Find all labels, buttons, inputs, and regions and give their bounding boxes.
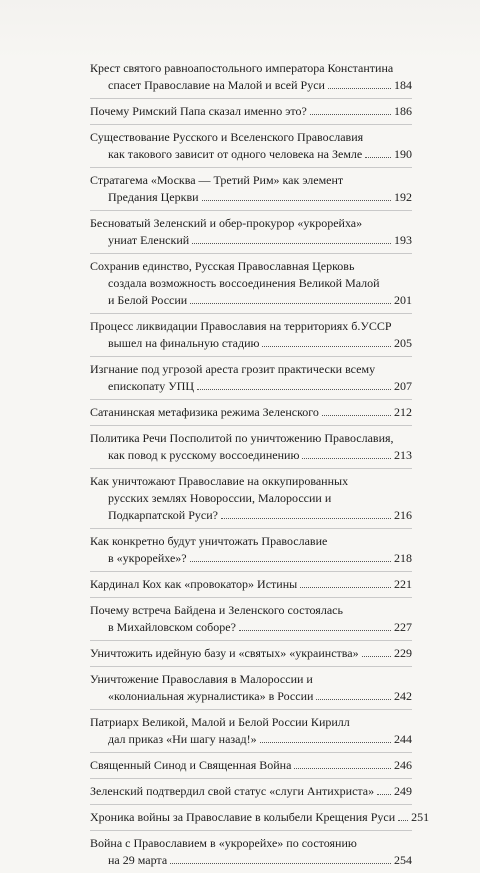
toc-entry-last-line: [90, 189, 412, 206]
dot-leader: [190, 303, 391, 304]
toc-entry-title-line: Как конкретно будут уничтожать Православие: [90, 534, 328, 548]
toc-entry-last-line: [90, 645, 412, 662]
page-number: 227: [394, 620, 412, 634]
toc-entry-title-line: Крест святого равноапостольного императора Константина: [90, 61, 394, 75]
table-of-contents: [90, 60, 430, 873]
dot-leader: [322, 415, 391, 416]
toc-entry-title-line: Существование Русского и Вселенского Православия: [90, 130, 364, 144]
dot-leader: [300, 587, 391, 588]
dot-leader: [262, 346, 391, 347]
page-number: 254: [394, 853, 412, 867]
toc-entry-title-line: униат Еленский: [108, 233, 190, 247]
toc-entry-title-line: дал приказ «Ни шагу назад!»: [108, 732, 257, 746]
page-number: 221: [394, 577, 412, 591]
dot-leader: [328, 88, 391, 89]
dot-leader: [221, 518, 391, 519]
toc-entry-title-line: Зеленский подтвердил свой статус «слуги Антихриста»: [90, 784, 375, 798]
toc-entry-last-line: [90, 576, 412, 593]
dot-leader: [398, 820, 408, 821]
toc-entry-last-line: [90, 619, 412, 636]
dot-leader: [192, 243, 391, 244]
dot-leader: [170, 863, 391, 864]
page-number: 207: [394, 379, 412, 393]
toc-entry-title-line: Предания Церкви: [108, 190, 199, 204]
toc-entry-last-line: [90, 783, 412, 800]
toc-entry-last-line: [90, 688, 412, 705]
toc-entry-last-line: [90, 77, 412, 94]
page-number: 242: [394, 689, 412, 703]
toc-entry-title-line: спасет Православие на Малой и всей Руси: [108, 78, 325, 92]
toc-entry-title-line: Патриарх Великой, Малой и Белой России Кирилл: [90, 715, 350, 729]
toc-entry-last-line: [90, 292, 412, 309]
toc-entry-title-line: и Белой России: [108, 293, 188, 307]
toc-entry-last-line: [90, 404, 412, 421]
toc-entry-title-line: епископату УПЦ: [108, 379, 195, 393]
page-number: 213: [394, 448, 412, 462]
toc-entry-title-line: Как уничтожают Православие на оккупированных: [90, 474, 349, 488]
dot-leader: [202, 200, 391, 201]
dot-leader: [239, 630, 391, 631]
toc-entry-title-line: русских землях Новороссии, Малороссии и: [108, 491, 332, 505]
toc-entry: [90, 253, 412, 309]
toc-entry-last-line: [90, 447, 412, 464]
page-number: 218: [394, 551, 412, 565]
toc-entry-title-line: «колониальная журналистика» в России: [108, 689, 314, 703]
toc-entry-title-line: Уничтожить идейную базу и «святых» «украинства»: [90, 646, 359, 660]
dot-leader: [365, 157, 391, 158]
dot-leader: [302, 458, 391, 459]
toc-entry: [90, 124, 412, 163]
toc-entry-title-line: Политика Речи Посполитой по уничтожению Православия,: [90, 431, 394, 445]
toc-entry-title-line: Хроника войны за Православие в колыбели Крещения Руси: [90, 810, 396, 824]
dot-leader: [197, 389, 391, 390]
toc-entry-last-line: [90, 378, 412, 395]
toc-entry-title-line: на 29 марта: [108, 853, 168, 867]
toc-entry-title-line: как такового зависит от одного человека на Земле: [108, 147, 363, 161]
page-number: 216: [394, 508, 412, 522]
toc-entry-last-line: [90, 232, 412, 249]
toc-entry: [90, 356, 412, 395]
page-number: 186: [394, 104, 412, 118]
toc-entry-title-line: Война с Православием в «укрорейхе» по состоянию: [90, 836, 357, 850]
toc-entry-last-line: [90, 731, 412, 748]
dot-leader: [294, 768, 391, 769]
dot-leader: [377, 794, 391, 795]
toc-entry-title-line: Сатанинская метафизика режима Зеленского: [90, 405, 319, 419]
toc-entry-title-line: как повод к русскому воссоединению: [108, 448, 300, 462]
toc-entry: [90, 640, 412, 662]
page-number: 184: [394, 78, 412, 92]
toc-entry-title-line: Стратагема «Москва — Третий Рим» как элемент: [90, 173, 344, 187]
toc-entry-last-line: [90, 507, 412, 524]
toc-entry-title-line: Бесноватый Зеленский и обер-прокурор «укрорейха»: [90, 216, 363, 230]
toc-entry: [90, 399, 412, 421]
toc-entry-last-line: [90, 335, 412, 352]
toc-entry-title-line: Процесс ликвидации Православия на территориях б.УССР: [90, 319, 392, 333]
toc-entry-title-line: Изгнание под угрозой ареста грозит практически всему: [90, 362, 376, 376]
toc-entry-title-line: Уничтожение Православия в Малороссии и: [90, 672, 313, 686]
toc-entry: [90, 571, 412, 593]
toc-entry-last-line: [90, 809, 430, 826]
toc-entry-title-line: в «укрорейхе»?: [108, 551, 187, 565]
dot-leader: [260, 742, 391, 743]
toc-entry: [90, 666, 412, 705]
toc-entry-title-line: вышел на финальную стадию: [108, 336, 260, 350]
toc-entry-title-line: Священный Синод и Священная Война: [90, 758, 292, 772]
toc-entry-last-line: [90, 550, 412, 567]
toc-entry: [90, 313, 412, 352]
page-number: 249: [394, 784, 412, 798]
toc-entry-last-line: [90, 852, 412, 869]
page-number: 192: [394, 190, 412, 204]
page-number: 190: [394, 147, 412, 161]
toc-entry: [90, 425, 412, 464]
page-number: 251: [411, 810, 430, 824]
page-number: 205: [394, 336, 412, 350]
page-number: 193: [394, 233, 412, 247]
toc-entry: [90, 830, 412, 869]
toc-entry: [90, 709, 412, 748]
toc-entry: [90, 210, 412, 249]
dot-leader: [190, 561, 391, 562]
toc-entry: [90, 468, 412, 524]
toc-entry-title-line: Почему встреча Байдена и Зеленского состоялась: [90, 603, 343, 617]
page-number: 246: [394, 758, 412, 772]
page-number: 201: [394, 293, 412, 307]
toc-entry: [90, 98, 412, 120]
toc-entry-last-line: [90, 103, 412, 120]
page-top-bleed: [0, 0, 480, 60]
page-number: 244: [394, 732, 412, 746]
page-number: 229: [394, 646, 412, 660]
toc-entry-title-line: Подкарпатской Руси?: [108, 508, 218, 522]
dot-leader: [362, 656, 391, 657]
toc-entry-title-line: в Михайловском соборе?: [108, 620, 236, 634]
toc-entry: [90, 804, 430, 826]
toc-entry-title-line: создала возможность воссоединения Великой Малой: [108, 276, 380, 290]
dot-leader: [310, 114, 391, 115]
toc-entry-last-line: [90, 757, 412, 774]
toc-entry-last-line: [90, 146, 412, 163]
toc-entry-title-line: Сохранив единство, Русская Православная Церковь: [90, 259, 355, 273]
toc-entry-title-line: Кардинал Кох как «провокатор» Истины: [90, 577, 298, 591]
page-number: 212: [394, 405, 412, 419]
toc-entry: [90, 778, 412, 800]
toc-entry: [90, 167, 412, 206]
toc-entry: [90, 60, 412, 94]
toc-entry: [90, 528, 412, 567]
dot-leader: [316, 699, 391, 700]
toc-entry: [90, 597, 412, 636]
toc-entry-title-line: Почему Римский Папа сказал именно это?: [90, 104, 307, 118]
toc-entry: [90, 752, 412, 774]
